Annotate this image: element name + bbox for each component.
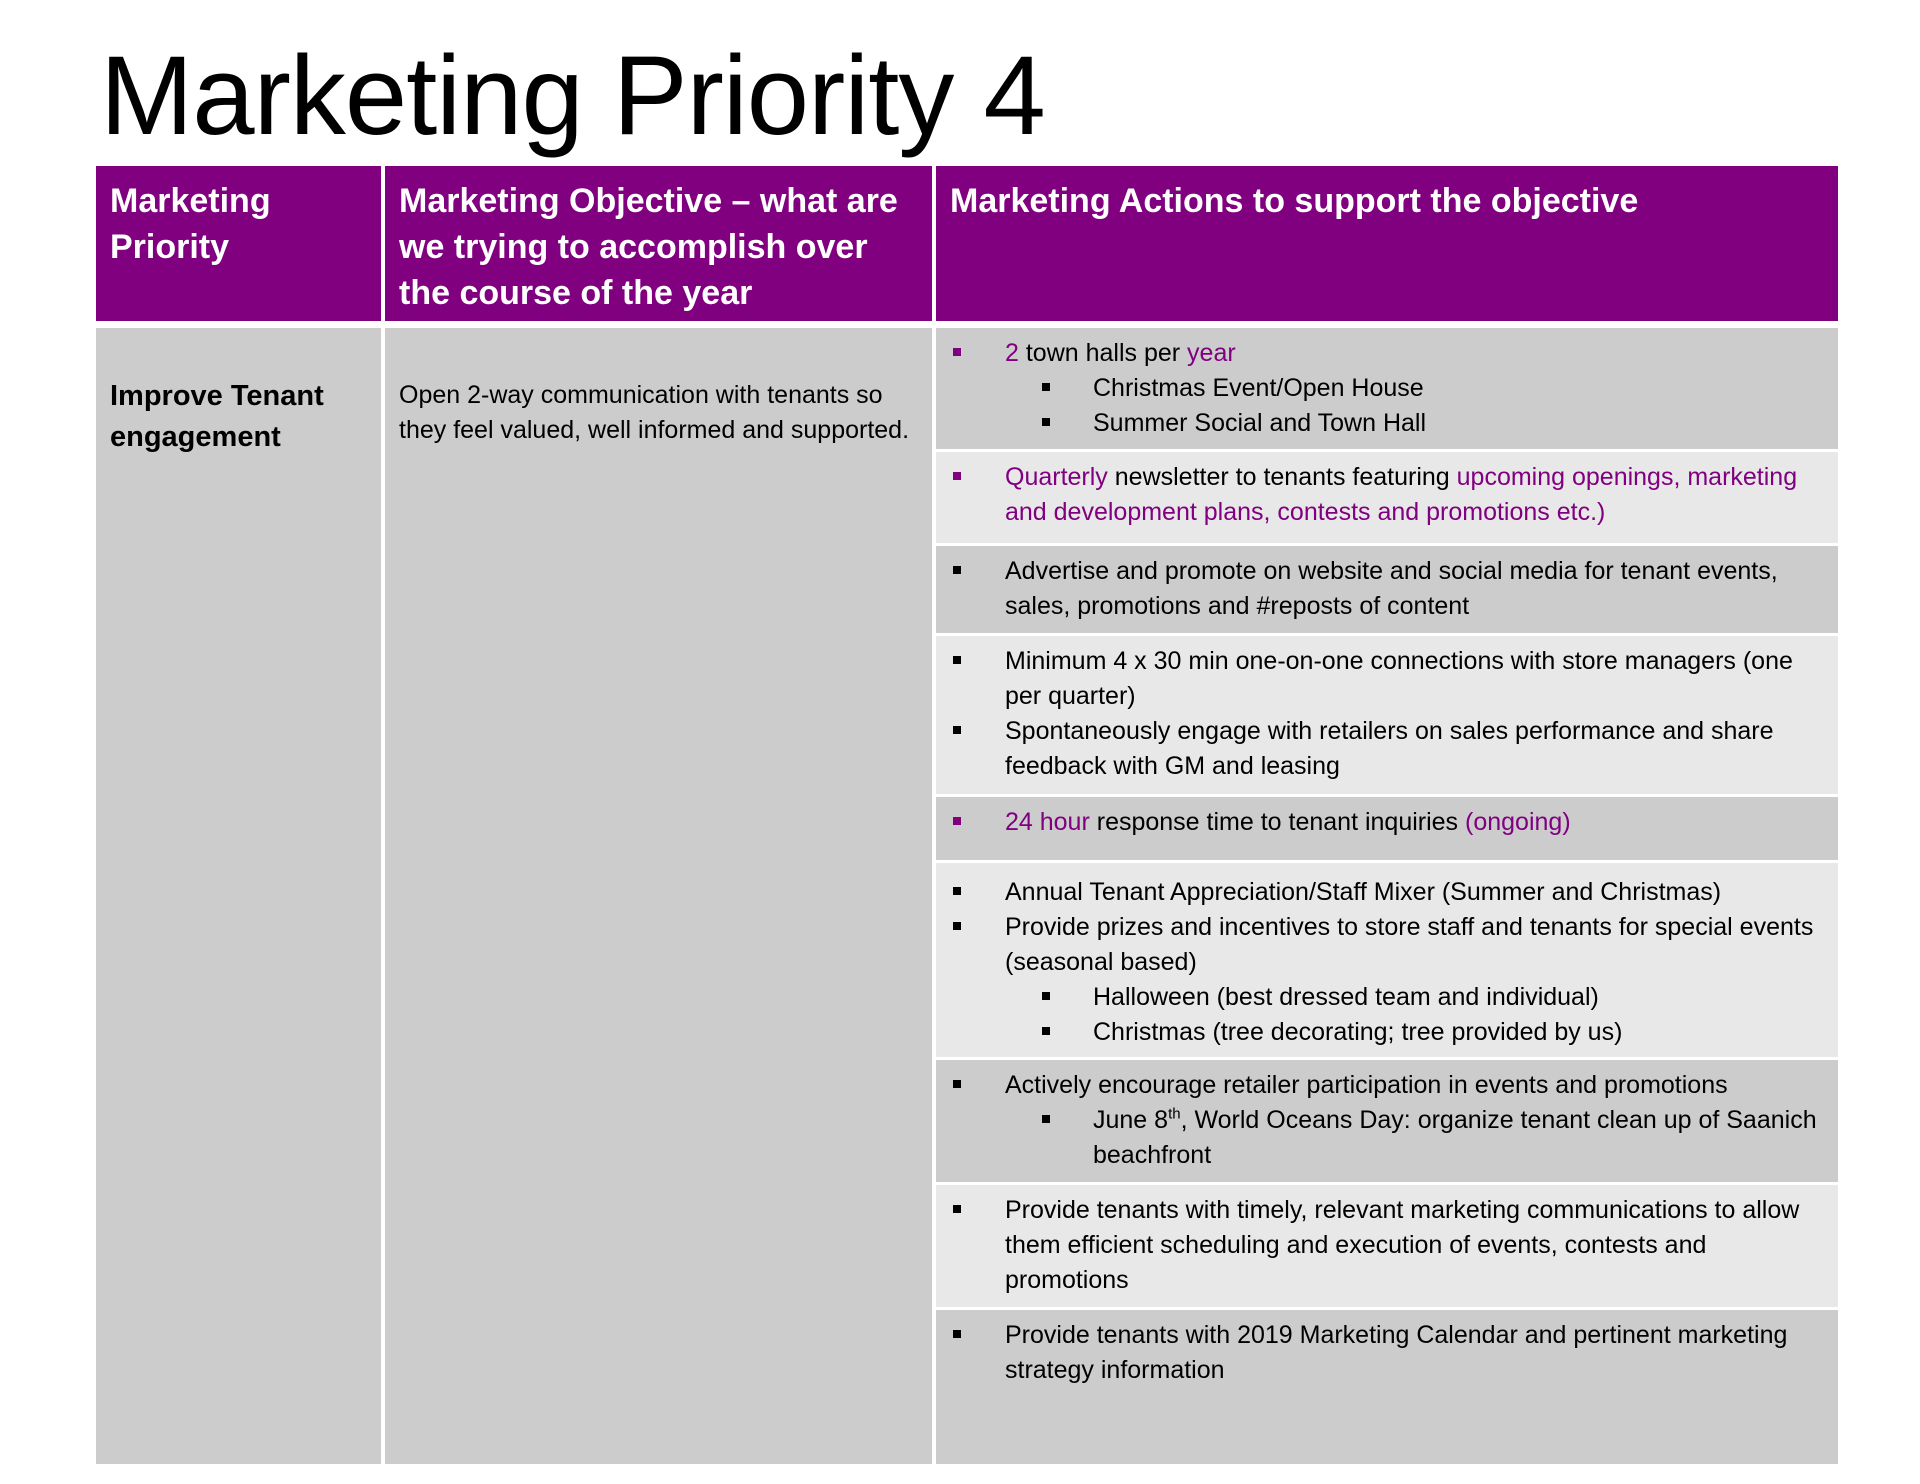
- action-block-participation: [936, 1060, 1838, 1182]
- action-text: Christmas Event/Open House: [1093, 374, 1424, 402]
- list-item: [950, 714, 1824, 784]
- highlight-text: Quarterly: [1005, 463, 1108, 491]
- action-text: Actively encourage retailer participation in events and promotions: [1005, 1071, 1728, 1099]
- list-item: [950, 1193, 1824, 1298]
- action-text: Christmas (tree decorating; tree provided by us): [1093, 1018, 1623, 1046]
- action-text: Summer Social and Town Hall: [1093, 409, 1427, 437]
- action-text: , World Oceans Day: organize tenant clean up of Saanich beachfront: [1093, 1106, 1817, 1169]
- highlight-text: year: [1187, 339, 1236, 367]
- action-text: Annual Tenant Appreciation/Staff Mixer (Summer and Christmas): [1005, 878, 1722, 906]
- list-item: [950, 336, 1824, 371]
- action-block-calendar: [936, 1310, 1838, 1464]
- list-item: [950, 875, 1824, 910]
- action-text: Minimum 4 x 30 min one-on-one connections with store managers (one per quarter): [1005, 647, 1793, 710]
- action-text: Spontaneously engage with retailers on sales performance and share feedback with GM and leasing: [1005, 717, 1774, 780]
- actions-column: [936, 328, 1838, 1464]
- action-text: Provide tenants with 2019 Marketing Calendar and pertinent marketing strategy information: [1005, 1321, 1788, 1384]
- list-item: [950, 554, 1824, 624]
- list-sub-item: [950, 406, 1824, 441]
- priority-cell: Improve Tenant engagement: [96, 328, 381, 1464]
- action-text: Provide prizes and incentives to store staff and tenants for special events (seasonal based): [1005, 913, 1814, 976]
- bullet-icon: [953, 922, 961, 930]
- highlight-text: 24 hour: [1005, 808, 1090, 836]
- bullet-icon: [1042, 992, 1050, 1000]
- list-sub-item: [950, 980, 1824, 1015]
- action-text: Advertise and promote on website and social media for tenant events, sales, promotions and #reposts of content: [1005, 557, 1778, 620]
- bullet-icon: [1042, 1027, 1050, 1035]
- objective-cell: Open 2-way communication with tenants so they feel valued, well informed and supported.: [385, 328, 932, 1464]
- bullet-icon: [953, 656, 961, 664]
- action-text: response time to tenant inquiries: [1089, 808, 1466, 836]
- action-block-connections: [936, 636, 1838, 794]
- bullet-icon: [953, 472, 961, 480]
- highlight-text: 2: [1005, 339, 1019, 367]
- page-title: Marketing Priority 4: [100, 33, 1045, 158]
- bullet-icon: [953, 887, 961, 895]
- bullet-icon: [953, 817, 961, 825]
- action-text: Halloween (best dressed team and individual): [1093, 983, 1599, 1011]
- action-block-town-halls: [936, 328, 1838, 449]
- bullet-icon: [953, 726, 961, 734]
- highlight-text: (ongoing): [1465, 808, 1571, 836]
- list-sub-item: [950, 1103, 1824, 1173]
- action-text: town halls per: [1018, 339, 1188, 367]
- list-item: [950, 805, 1824, 840]
- bullet-icon: [953, 1330, 961, 1338]
- list-item: [950, 1318, 1824, 1388]
- action-text: newsletter to tenants featuring: [1107, 463, 1457, 491]
- list-item: [950, 460, 1824, 530]
- action-text: Provide tenants with timely, relevant marketing communications to allow them efficient scheduling and execution of events, contests and promotions: [1005, 1196, 1800, 1294]
- marketing-table: [96, 166, 1838, 1464]
- action-block-communications: [936, 1185, 1838, 1307]
- action-block-response-time: [936, 797, 1838, 860]
- bullet-icon: [953, 1080, 961, 1088]
- bullet-icon: [953, 348, 961, 356]
- list-item: [950, 910, 1824, 980]
- list-item: [950, 1068, 1824, 1103]
- header-priority: Marketing Priority: [96, 166, 381, 321]
- bullet-icon: [953, 566, 961, 574]
- action-text: June 8: [1093, 1106, 1169, 1134]
- list-sub-item: [950, 1015, 1824, 1050]
- bullet-icon: [953, 1205, 961, 1213]
- superscript-text: th: [1168, 1105, 1181, 1123]
- bullet-icon: [1042, 1115, 1050, 1123]
- action-block-appreciation: [936, 863, 1838, 1057]
- list-sub-item: [950, 371, 1824, 406]
- header-actions: Marketing Actions to support the objective: [936, 166, 1838, 321]
- bullet-icon: [1042, 418, 1050, 426]
- list-item: [950, 644, 1824, 714]
- bullet-icon: [1042, 383, 1050, 391]
- action-block-advertise: [936, 546, 1838, 633]
- action-block-newsletter: [936, 452, 1838, 543]
- highlight-text: upcoming openings, marketing and development plans, contests and promotions etc.): [1005, 463, 1798, 526]
- header-objective: Marketing Objective – what are we trying to accomplish over the course of the year: [385, 166, 932, 321]
